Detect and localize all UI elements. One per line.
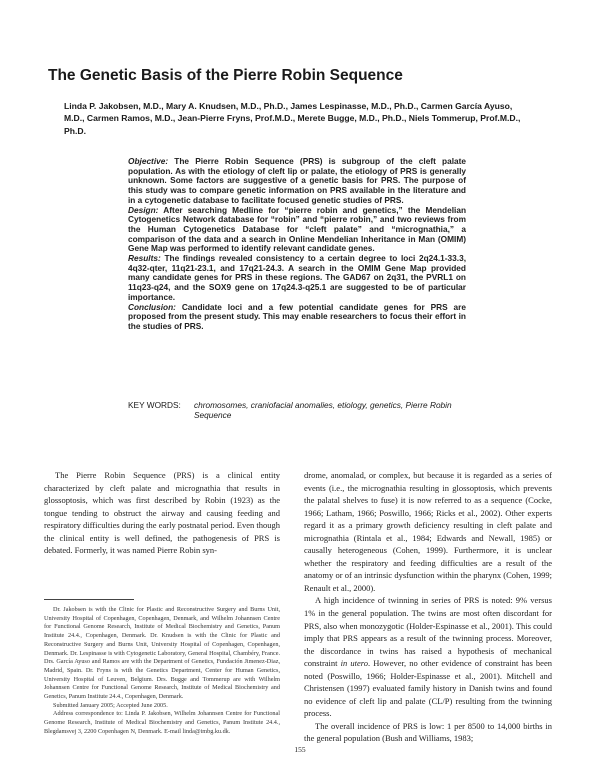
body-text: A high incidence of twinning in series of PRS is noted: 9% versus 1% in the general population. The twins are most often discordant for PRS, also when monozygotic (Holder-Espinasse et al., 2001). This could imply that PRS appears as a result of the twinning process. Moreover, the discordance in twins has raised a hypothesis of mechanical constraint: [304, 595, 552, 669]
body-emphasis: in utero: [340, 658, 368, 669]
page-number: 155: [294, 745, 306, 754]
abstract: [128, 157, 466, 332]
design-label: Design:: [128, 204, 159, 215]
keywords-text: chromosomes, craniofacial anomalies, etiology, genetics, Pierre Robin Sequence: [194, 400, 452, 421]
results-text: The findings revealed consistency to a certain degree to loci 2q24.1-33.3, 4q32-qter, 11q21-23.1, and 17q21-24.3. A search in the OMIM Gene Map provided many candidate genes for PRS in these regions. The GAD67 on 2q31, the PVRL1 on 11q23-q24, and the SOX9 gene on 17q24.3-q25.1 are suggested to be of particular importance.: [128, 253, 466, 302]
body-paragraph: The Pierre Robin Sequence (PRS) is a clinical entity characterized by cleft palate and micrognathia that results in glossoptosis, which was first described by Robin (1923) as the tongue tending to obstruct the airway and causing feeding and respiratory difficulties during the early postnatal period. Even though the clinical entity is well defined, the pathogenesis of PRS is debated. Formerly, it was named Pierre Robin syn-: [44, 470, 280, 556]
body-text: . However, no other evidence of constraint has been noted (Poswillo, 1966; Holder-Espinasse et al., 2001). Mitchell and Christensen (1997) evaluated family history in Danish twins and found no evidence of cleft lip and palate (CL/P) resulting from the twinning process.: [304, 658, 552, 719]
keywords-label: KEY WORDS:: [128, 400, 181, 410]
page-title: The Genetic Basis of the Pierre Robin Sequence: [48, 67, 403, 84]
body-paragraph: [304, 594, 552, 719]
body-paragraph: The overall incidence of PRS is low: 1 per 8500 to 14,000 births in the general population (Bush and Williams, 1983;: [304, 720, 552, 744]
design-text: After searching Medline for “pierre robin and genetics,” the Mendelian Cytogenetics Network database for “robin” and “pierre robin,” and two reviews from the Human Cytogenetics Database for “cleft palate” and “micrognathia,” a comparison of the data and a search in Online Mendelian Inheritance in Man (OMIM) Gene Map was performed to identify relevant candidate genes.: [128, 204, 467, 254]
author-list: Linda P. Jakobsen, M.D., Mary A. Knudsen, M.D., Ph.D., James Lespinasse, M.D., Ph.D., Carmen García Ayuso, M.D., Carmen Ramos, M.D., Jean-Pierre Fryns, Prof.M.D., Merete Bugge, M.D., Ph.D., Niels Tommerup, Prof.M.D., Ph.D.: [64, 101, 521, 136]
body-paragraph: drome, anomalad, or complex, but because it is regarded as a series of events (i.e., the micrognathia resulting in glossoptosis, which prevents the palatal shelves to fuse) it is now referred to as a sequence (Cocke, 1966; Latham, 1966; Poswillo, 1966; Ricks et al., 2002). Other experts regard it as a primary growth deficiency resulting in cleft palate and micrognathia (Rintala et al., 1984; Edwards and Newall, 1985) or causally heterogeneous (Cohen, 1999). Furthermore, it is unclear whether the respiratory and feeding difficulties are a result of the anatomy or of an intrinsic dysfunction within the pharynx (Cohen, 1999; Renault et al., 2000).: [304, 470, 552, 593]
conclusion-text: Candidate loci and a few potential candidate genes for PRS are proposed from the present study. This may enable researchers to focus their effort in the studies of PRS.: [128, 301, 466, 331]
abstract-results: [128, 254, 466, 303]
keywords: [128, 400, 468, 421]
body-column-left: [44, 469, 280, 557]
objective-text: The Pierre Robin Sequence (PRS) is subgroup of the cleft palate population. As with the etiology of cleft lip or palate, the etiology of PRS is generally unknown. Some factors are suggestive of a genetic basis for PRS. The purpose of this study was to compare genetic information on PRS available in the literature and in a cytogenetic database to facilitate focused genetic studies of PRS.: [128, 156, 466, 205]
abstract-design: [128, 206, 466, 255]
abstract-objective: [128, 157, 466, 206]
results-label: Results:: [128, 253, 161, 264]
body-column-right: [304, 469, 552, 745]
abstract-conclusion: [128, 303, 466, 332]
conclusion-label: Conclusion:: [128, 301, 176, 312]
footnotes: [44, 606, 280, 737]
footnote-affiliation: Dr. Jakobsen is with the Clinic for Plastic and Reconstructive Surgery and Burns Unit, University Hospital of Copenhagen, Copenhagen, Denmark, and Wilhelm Johannsen Centre for Functional Genome Research, Institute of Medical Biochemistry and Genetics, Panum Institute 24.4., Copenhagen, Denmark. Dr. Knudsen is with the Clinic for Plastic and Reconstructive Surgery and Burns Unit, University Hospital of Copenhagen, Copenhagen, Denmark. Dr. Lespinasse is with Cytogenetic Laboratory, General Hospital, Chambéry, France. Drs. García Ayuso and Ramos are with the Department of Genetics, Fundación Jimenez-Diaz, Madrid, Spain. Dr. Fryns is with the Genetics Department, Center for Human Genetics, University Hospital of Leuven, Belgium. Drs. Bugge and Tommerup are with Wilhelm Johannsen Centre for Functional Genome Research, Institute of Medical Biochemistry and Genetics, Panum Institute 24.4., Copenhagen, Denmark.: [44, 606, 280, 701]
footnote-submitted: Submitted January 2005; Accepted June 2005.: [53, 701, 168, 709]
objective-label: Objective:: [128, 156, 169, 166]
footnote-divider: [44, 599, 134, 600]
footnote-correspondence: Address correspondence to: Linda P. Jakobsen, Wilhelm Johannsen Centre for Functional Genome Research, Institute of Medical Biochemistry and Genetics, Panum Institute 24.4., Blegdamsvej 3, 2200 Copenhagen N, Denmark. E-mail linda@imbg.ku.dk.: [44, 710, 280, 735]
